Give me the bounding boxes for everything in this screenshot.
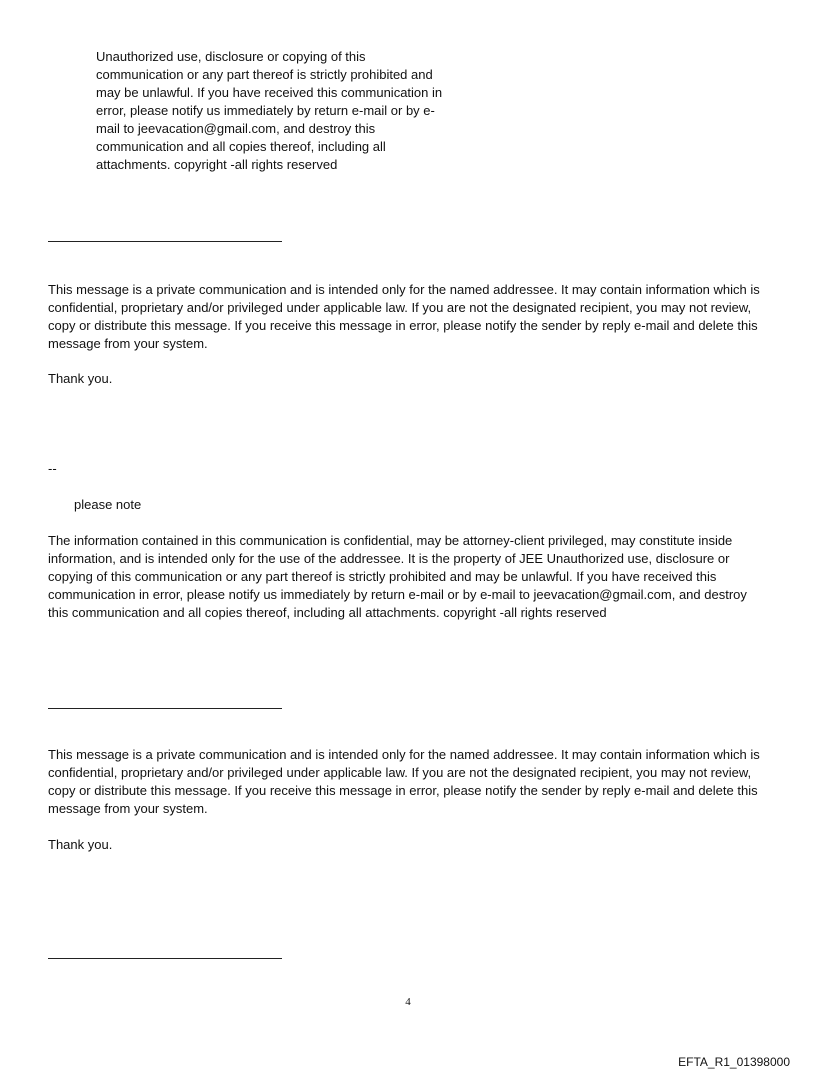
horizontal-rule-2 [48,708,282,709]
confidentiality-fragment: Unauthorized use, disclosure or copying of this communication or any part thereof is strictly prohibited and may be unlawful. If you have received this communication in error, please notify us immediately by return e-mail or by e-mail to jeevacation@gmail.com, and destroy this communication and all copies thereof, including all attachments. copyright -all rights reserved [96,49,443,172]
thank-you-2: Thank you. [48,837,113,852]
private-notice-1: This message is a private communication and is intended only for the named addressee. It may contain information which is confidential, proprietary and/or privileged under applicable law. If you are not the designated recipient, you may not review, copy or distribute this message. If you receive this message in error, please notify the sender by reply e-mail and delete this message from your system. [48,282,760,351]
confidentiality-full: The information contained in this communication is confidential, may be attorney-client privileged, may constitute inside information, and is intended only for the use of the addressee. It is the property of JEE Unauthorized use, disclosure or copying of this communication or any part thereof is strictly prohibited and may be unlawful. If you have received this communication in error, please notify us immediately by return e-mail or by e-mail to jeevacation@gmail.com, and destroy this communication and all copies thereof, including all attachments. copyright -all rights reserved [48,533,747,620]
page-number: 4 [405,996,411,1008]
private-notice-2: This message is a private communication and is intended only for the named addressee. It may contain information which is confidential, proprietary and/or privileged under applicable law. If you are not the designated recipient, you may not review, copy or distribute this message. If you receive this message in error, please notify the sender by reply e-mail and delete this message from your system. [48,747,760,816]
signature-separator: -- [48,461,57,476]
bates-number: EFTA_R1_01398000 [678,1055,790,1069]
please-note-label: please note [74,497,142,512]
thank-you-1: Thank you. [48,371,113,386]
horizontal-rule-1 [48,241,282,242]
horizontal-rule-3 [48,958,282,959]
